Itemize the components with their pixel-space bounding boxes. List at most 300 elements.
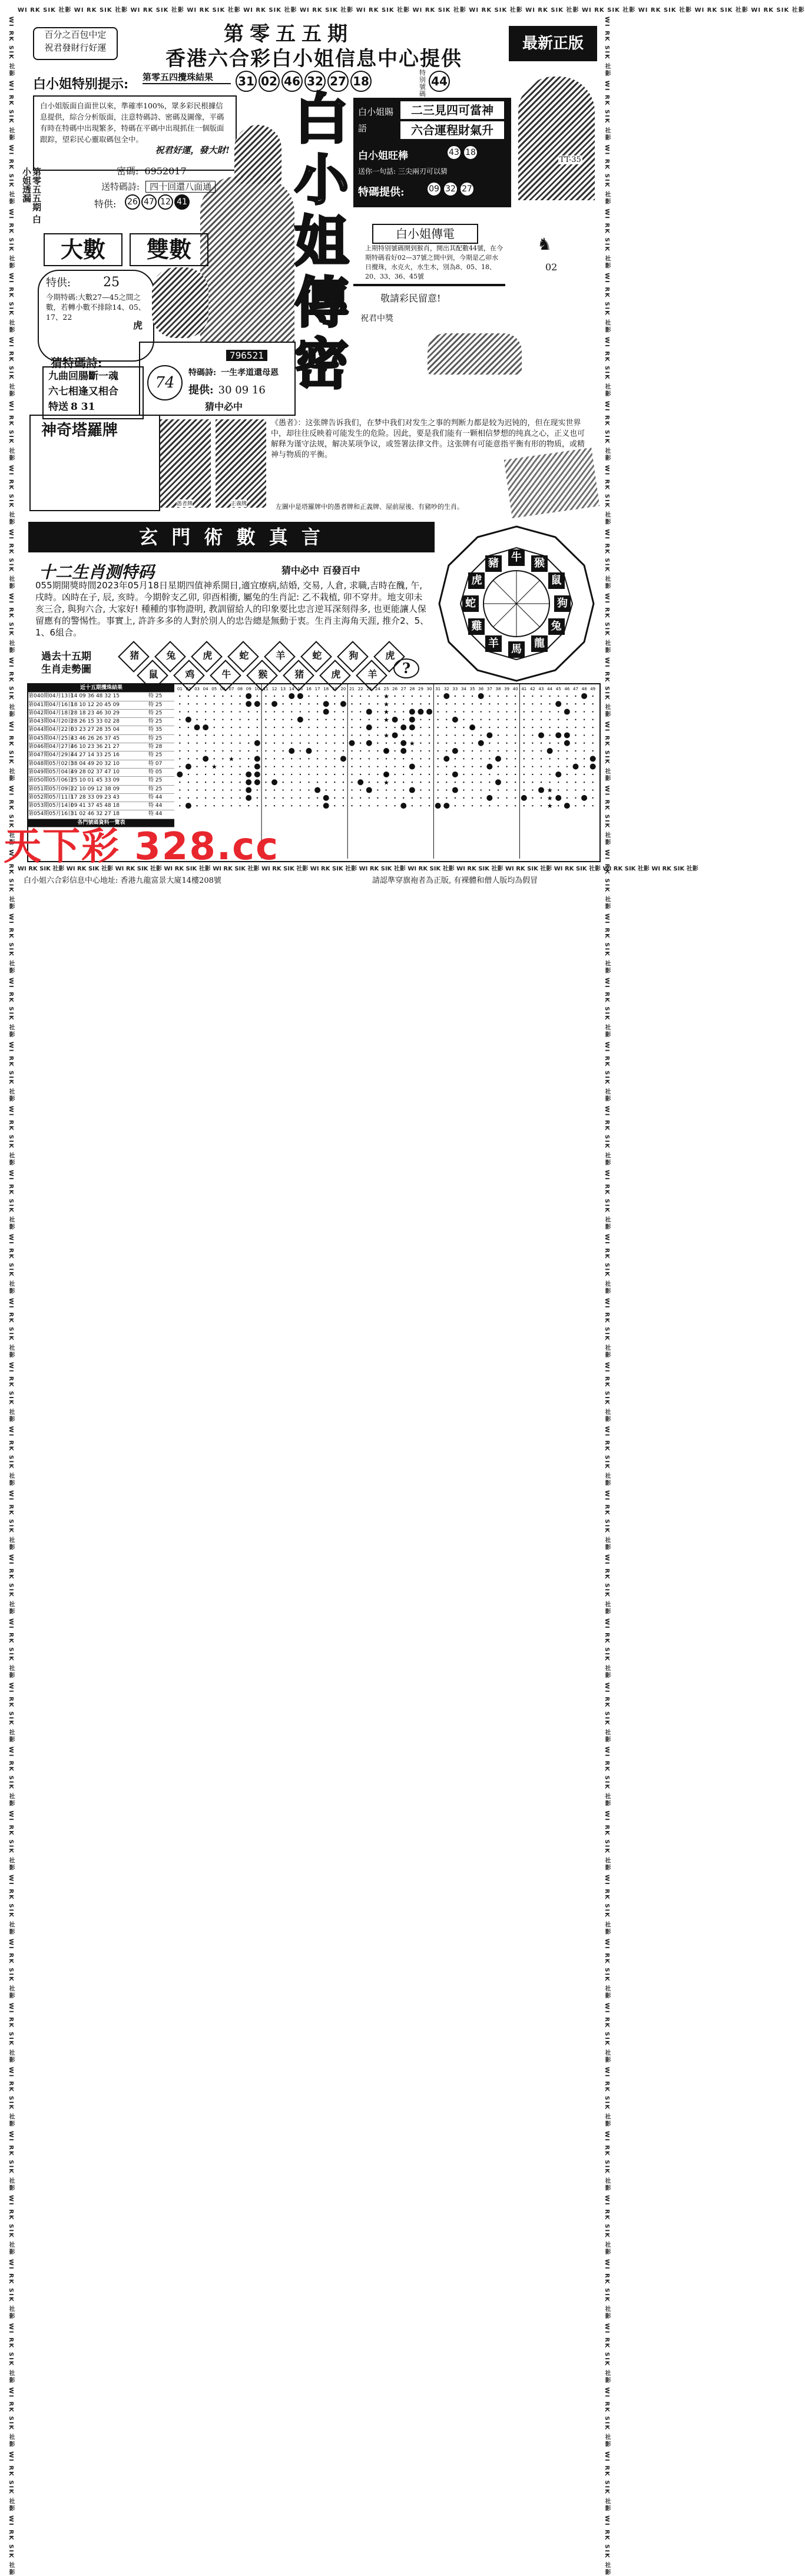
- grid-dot: [541, 766, 542, 767]
- column-number: 35: [469, 687, 475, 691]
- special-tip-label: 白小姐特别提示:: [33, 77, 129, 92]
- grid-dot: [265, 719, 266, 720]
- grid-dot: [257, 719, 258, 720]
- drawn-number-dot: [271, 779, 277, 785]
- wheel-zodiac: 羊: [485, 635, 502, 652]
- grid-dot: [394, 711, 395, 712]
- grid-dot: [351, 750, 352, 751]
- grid-dot: [524, 782, 525, 783]
- grid-dot: [472, 797, 473, 799]
- center-provide-value: 30 09 16: [218, 384, 266, 396]
- grid-dot: [248, 766, 249, 767]
- grid-dot: [463, 734, 464, 736]
- right-panel: [353, 98, 511, 207]
- drawn-number-dot: [400, 740, 406, 746]
- drawn-number-dot: [323, 795, 329, 801]
- grid-dot: [300, 703, 301, 704]
- history-nums: 28 18 23 46 30 29: [71, 710, 120, 716]
- fool-card-figure: [160, 419, 211, 508]
- history-nums: 44 27 14 33 25 16: [71, 752, 120, 759]
- grid-dot: [343, 789, 344, 790]
- grid-dot: [248, 743, 249, 744]
- tarot-text: 《愚者》：这张牌告诉我们，在梦中我们对发生之事的判断力都是较为迟钝的，但在现实世界中，却往往反映着可能发生的危险。因此，要是我们能有一颗相信梦想的纯真之心，正义也可解释为谨守法规，解决某项争议，或签署法律文件。这张牌有可能意指平衡有形的物质，或精神与物质的平衡。: [271, 419, 585, 459]
- grid-dot: [541, 743, 542, 744]
- grid-dot: [351, 782, 352, 783]
- grid-dot: [386, 727, 387, 728]
- grid-dot: [386, 758, 387, 759]
- fool-card-label: 愚者牌: [177, 499, 193, 507]
- poem-line-2: 六七相逢又相合: [48, 386, 118, 398]
- grid-dot: [265, 711, 266, 712]
- grid-dot: [489, 703, 490, 704]
- grid-dot: [394, 797, 395, 799]
- drawn-number-dot: [254, 740, 260, 746]
- column-number: 14: [289, 687, 294, 691]
- grid-dot: [515, 758, 516, 759]
- grid-dot: [360, 766, 361, 767]
- grid-dot: [282, 774, 283, 775]
- corner-badge: 最新正版: [509, 26, 597, 61]
- grid-dot: [498, 727, 499, 728]
- drawn-number-dot: [452, 748, 458, 754]
- grid-dot: [506, 782, 507, 783]
- grid-dot: [532, 727, 533, 728]
- grid-dot: [437, 750, 438, 751]
- drawn-number-dot: [452, 787, 458, 793]
- mystery-tag: 猜中必中 百發百中: [281, 565, 360, 576]
- grid-dot: [239, 696, 240, 697]
- grid-dot: [524, 758, 525, 759]
- grid-dot: [455, 734, 456, 736]
- history-sp: 特 28: [148, 744, 163, 750]
- grid-dot: [584, 782, 585, 783]
- zodiac-label: 猪: [294, 668, 304, 680]
- grid-dot: [326, 727, 327, 728]
- grid-dot: [455, 711, 456, 712]
- grid-dot: [558, 743, 559, 744]
- table-row: [28, 751, 174, 760]
- grid-dot: [532, 805, 533, 806]
- grid-dot: [334, 758, 335, 759]
- history-nums: 49 28 02 37 47 10: [71, 769, 120, 775]
- grid-dot: [179, 805, 180, 806]
- grid-dot: [326, 696, 327, 697]
- grid-dot: [463, 743, 464, 744]
- left-border: WI RK SIK 社影 WI RK SIK 社影 WI RK SIK 社影 WI RK SIK 社影 WI RK SIK 社影 WI RK SIK 社影 WI RK SIK 社影 WI RK SIK 社影 WI RK SIK 社影 WI RK SIK 社影 WI RK SIK 社影 WI RK SIK 社影 WI RK SIK 社影 WI RK SIK 社影 WI RK SIK 社影 WI RK SIK 社影 WI RK SIK 社影 WI RK SIK 社影 WI RK SIK 社影 WI RK SIK 社影 WI RK SIK 社影 WI RK SIK 社影 WI RK SIK 社影 WI RK SIK 社影 WI RK SIK 社影 WI RK SIK 社影 WI RK SIK 社影 WI RK SIK 社影 WI RK SIK 社影 WI RK SIK 社影 WI RK SIK 社影 WI RK SIK 社影 WI RK SIK 社影 WI RK SIK 社影 WI RK SIK 社影 WI RK SIK 社影 WI RK SIK 社影 WI RK SIK 社影 WI RK SIK 社影 WI RK SIK 社影: [8, 16, 14, 2576]
- grid-dot: [274, 805, 275, 806]
- grid-dot: [524, 696, 525, 697]
- drawn-number-dot: [443, 756, 449, 761]
- model-tag: TT-35: [559, 155, 581, 164]
- drawn-number-dot: [409, 724, 415, 730]
- grid-dot: [248, 805, 249, 806]
- grid-dot: [584, 734, 585, 736]
- grid-dot: [317, 727, 318, 728]
- grid-dot: [308, 782, 309, 783]
- wang-label: 白小姐旺棒: [358, 150, 408, 162]
- grid-dot: [446, 797, 447, 799]
- grid-dot: [575, 703, 576, 704]
- grid-dot: [274, 727, 275, 728]
- grid-dot: [222, 774, 223, 775]
- grid-dot: [351, 727, 352, 728]
- grid-dot: [377, 782, 378, 783]
- poem-box: [42, 366, 144, 419]
- grid-dot: [334, 750, 335, 751]
- zodiac-label: 鼠: [148, 668, 158, 680]
- grid-dot: [248, 727, 249, 728]
- intro-wish: 祝君好運，發大財!: [155, 145, 230, 155]
- grid-dot: [463, 758, 464, 759]
- grid-dot: [429, 719, 430, 720]
- tiger-label: 虎: [133, 320, 143, 331]
- drawn-number-dot: [581, 795, 587, 801]
- grid-dot: [257, 750, 258, 751]
- history-nums: 14 09 36 48 32 15: [71, 693, 120, 700]
- grid-dot: [446, 750, 447, 751]
- grid-dot: [282, 696, 283, 697]
- grid-dot: [429, 727, 430, 728]
- grid-dot: [351, 789, 352, 790]
- grid-dot: [498, 797, 499, 799]
- tiger-special-value: 25: [103, 275, 120, 290]
- number-ball: 18: [350, 71, 372, 92]
- grid-dot: [455, 805, 456, 806]
- drawn-number-dot: [254, 701, 260, 707]
- grid-dot: [567, 789, 568, 790]
- trend-title-2: 生肖走勢圖: [41, 664, 91, 676]
- grid-dot: [429, 703, 430, 704]
- grid-dot: [437, 758, 438, 759]
- grid-dot: [205, 719, 206, 720]
- column-number: 17: [314, 687, 320, 691]
- grid-dot: [369, 797, 370, 799]
- grid-dot: [567, 696, 568, 697]
- grid-dot: [188, 734, 189, 736]
- history-period: 第049期05月04日: [28, 769, 74, 775]
- grid-dot: [498, 774, 499, 775]
- drawn-number-dot: [289, 748, 294, 754]
- grid-dot: [308, 696, 309, 697]
- grid-dot: [205, 789, 206, 790]
- grid-dot: [369, 750, 370, 751]
- history-nums: 03 23 27 28 35 04: [71, 727, 120, 733]
- grid-dot: [343, 797, 344, 799]
- history-nums: 09 41 37 45 48 18: [71, 803, 120, 809]
- grid-dot: [446, 711, 447, 712]
- center-poem: 一生孝道還母恩: [221, 368, 279, 378]
- grid-dot: [248, 758, 249, 759]
- grid-dot: [222, 696, 223, 697]
- grid-dot: [377, 750, 378, 751]
- grid-dot: [575, 797, 576, 799]
- grid-dot: [506, 719, 507, 720]
- wheel-zodiac: 馬: [508, 641, 525, 658]
- grid-dot: [532, 711, 533, 712]
- grid-dot: [541, 750, 542, 751]
- grid-dot: [592, 703, 593, 704]
- grid-dot: [455, 782, 456, 783]
- grid-dot: [472, 750, 473, 751]
- grid-dot: [317, 696, 318, 697]
- history-period: 第044期04月22日: [28, 727, 74, 733]
- grid-dot: [506, 727, 507, 728]
- grid-dot: [231, 703, 232, 704]
- table-row: [28, 718, 174, 726]
- grid-dot: [300, 727, 301, 728]
- grid-dot: [472, 774, 473, 775]
- column-number: 07: [228, 687, 234, 691]
- history-table: [28, 684, 174, 827]
- grid-dot: [455, 766, 456, 767]
- grid-dot: [575, 743, 576, 744]
- grid-dot: [463, 719, 464, 720]
- grid-dot: [437, 766, 438, 767]
- grid-dot: [188, 696, 189, 697]
- grid-dot: [463, 750, 464, 751]
- mystery-text: 055期開獎時間2023年05月18日星期四值神系開日,適宜療病,結婚, 交易, 人倉, 求職,吉時在醜, 午, 戌時。凶時在子, 辰, 亥時。今期幹支乙卯, 卯酉相衝, 屬兔的生肖記: 乙不栽植, 卯不穿井。地支卯未亥三合, 與狗六合, 大家好! 種種的事物證明, 教訓留給人的印象要比忠言逆耳深刻得多, 也更能讓人保留應有的警惕性。事實上, 許許多多的人對於別人的忠告總是無動于衷。生肖主海角天涯, 推介2、5、1、6組合。: [35, 580, 429, 638]
- grid-dot: [239, 797, 240, 799]
- grid-dot: [575, 719, 576, 720]
- grid-dot: [481, 797, 482, 799]
- grid-dot: [541, 727, 542, 728]
- drawn-number-dot: [555, 795, 561, 801]
- column-number: 18: [323, 687, 329, 691]
- grid-dot: [489, 711, 490, 712]
- grid-dot: [498, 805, 499, 806]
- special-number-star: ★: [546, 802, 553, 810]
- column-number: 04: [203, 687, 208, 691]
- grid-dot: [394, 789, 395, 790]
- grid-dot: [472, 782, 473, 783]
- grid-dot: [231, 727, 232, 728]
- drawn-number-dot: [366, 740, 372, 746]
- grid-dot: [549, 696, 550, 697]
- drawn-number-dot: [185, 803, 191, 809]
- grid-dot: [377, 805, 378, 806]
- history-period: 第053期05月14日: [28, 803, 74, 809]
- drawn-number-dot: [349, 740, 355, 746]
- grid-dot: [584, 703, 585, 704]
- grid-dot: [205, 743, 206, 744]
- grid-dot: [524, 789, 525, 790]
- grid-dot: [265, 782, 266, 783]
- grid-dot: [265, 774, 266, 775]
- grid-dot: [558, 711, 559, 712]
- special-number-star: ★: [383, 747, 389, 756]
- grid-dot: [282, 711, 283, 712]
- grid-dot: [300, 743, 301, 744]
- grid-dot: [231, 774, 232, 775]
- zodiac-wheel-graphic: [437, 524, 596, 683]
- column-number: 12: [271, 687, 277, 691]
- column-number: 16: [306, 687, 312, 691]
- grid-dot: [463, 797, 464, 799]
- column-number: 46: [564, 687, 570, 691]
- grid-dot: [265, 727, 266, 728]
- grid-dot: [360, 727, 361, 728]
- grid-dot: [291, 758, 292, 759]
- grid-dot: [455, 797, 456, 799]
- grid-dot: [282, 758, 283, 759]
- grid-dot: [239, 782, 240, 783]
- grid-dot: [214, 797, 215, 799]
- tiger-special-label: 特供:: [46, 277, 71, 289]
- grid-dot: [558, 727, 559, 728]
- grid-dot: [592, 805, 593, 806]
- grid-dot: [291, 727, 292, 728]
- drawn-number-dot: [555, 732, 561, 738]
- grid-dot: [351, 719, 352, 720]
- drawn-number-dot: [478, 740, 484, 746]
- history-footer-header: 各門號碼資料一覽表: [28, 819, 174, 827]
- grid-dot: [282, 703, 283, 704]
- grid-dot: [282, 743, 283, 744]
- grid-dot: [515, 782, 516, 783]
- tarot-caption: 左圖中是塔羅牌中的愚者牌和正義牌、屋前屋後、有豬吵的生肖。: [276, 503, 463, 511]
- drawn-number-dot: [323, 803, 329, 809]
- grid-dot: [515, 727, 516, 728]
- history-period: 第043期04月20日: [28, 719, 74, 725]
- grid-dot: [334, 797, 335, 799]
- grid-dot: [231, 789, 232, 790]
- grid-dot: [394, 766, 395, 767]
- grid-dot: [420, 703, 421, 704]
- drawn-number-dot: [246, 701, 251, 707]
- zodiac-label: 狗: [349, 650, 359, 661]
- grid-dot: [506, 711, 507, 712]
- grid-dot: [541, 797, 542, 799]
- grid-dot: [446, 734, 447, 736]
- grid-dot: [558, 719, 559, 720]
- grid-dot: [592, 696, 593, 697]
- zodiac-label: 鸡: [185, 668, 195, 680]
- grid-dot: [196, 750, 197, 751]
- grid-dot: [532, 743, 533, 744]
- table-row: [28, 802, 174, 810]
- password-label: 密碼:: [117, 165, 139, 177]
- drawn-number-dot: [340, 701, 346, 707]
- grid-dot: [265, 789, 266, 790]
- history-period: 第042期04月18日: [28, 710, 74, 716]
- wheel-zodiac: 龍: [531, 635, 548, 652]
- grid-dot: [446, 782, 447, 783]
- grid-dot: [282, 719, 283, 720]
- grid-dot: [291, 734, 292, 736]
- grid-dot: [541, 696, 542, 697]
- grid-dot: [412, 703, 413, 704]
- number-ball: 31: [236, 71, 257, 92]
- drawn-number-dot: [435, 803, 441, 809]
- grid-dot: [403, 711, 404, 712]
- grid-dot: [412, 782, 413, 783]
- grid-dot: [214, 703, 215, 704]
- intro-box: [33, 95, 237, 171]
- grid-dot: [524, 805, 525, 806]
- grid-dot: [351, 696, 352, 697]
- special-number-star: ★: [409, 739, 415, 747]
- grid-dot: [334, 789, 335, 790]
- grid-dot: [524, 727, 525, 728]
- grid-dot: [188, 750, 189, 751]
- grid-dot: [575, 774, 576, 775]
- zodiac-label: 虎: [331, 668, 341, 680]
- drawn-number-dot: [194, 724, 200, 730]
- grid-dot: [334, 703, 335, 704]
- grid-dot: [196, 797, 197, 799]
- grid-dot: [265, 743, 266, 744]
- drawn-number-dot: [555, 772, 561, 777]
- history-sp: 特 25: [148, 777, 163, 784]
- drawn-number-dot: [246, 795, 251, 801]
- grid-dot: [532, 703, 533, 704]
- grid-dot: [317, 711, 318, 712]
- history-nums: 38 04 49 20 32 10: [71, 760, 120, 767]
- wheel-zodiac: 牛: [508, 549, 525, 566]
- grid-dot: [472, 789, 473, 790]
- zodiac-label: 羊: [276, 650, 286, 661]
- grid-dot: [205, 782, 206, 783]
- grid-dot: [196, 766, 197, 767]
- history-nums: 18 10 12 20 45 09: [71, 701, 120, 708]
- grid-dot: [317, 750, 318, 751]
- drawn-number-dot: [306, 748, 312, 754]
- drawn-number-dot: [538, 787, 544, 793]
- warrior-figure: [428, 333, 522, 375]
- drawn-number-dot: [254, 756, 260, 761]
- grid-dot: [420, 727, 421, 728]
- history-sp: 特 25: [148, 719, 163, 725]
- grid-dot: [446, 774, 447, 775]
- grid-dot: [257, 805, 258, 806]
- table-row: [28, 794, 174, 802]
- grid-dot: [515, 734, 516, 736]
- drawn-number-dot: [409, 764, 415, 770]
- grid-dot: [265, 805, 266, 806]
- grid-dot: [377, 696, 378, 697]
- grid-dot: [549, 727, 550, 728]
- grid-dot: [429, 743, 430, 744]
- grid-dot: [584, 743, 585, 744]
- history-sp: 特 07: [148, 760, 163, 767]
- grid-dot: [386, 797, 387, 799]
- grid-dot: [515, 719, 516, 720]
- grid-dot: [205, 711, 206, 712]
- grid-dot: [282, 797, 283, 799]
- grid-dot: [455, 758, 456, 759]
- grid-dot: [412, 734, 413, 736]
- grid-dot: [274, 750, 275, 751]
- number-ball: 32: [443, 181, 458, 197]
- grid-dot: [351, 805, 352, 806]
- history-nums: 31 02 46 32 27 18: [71, 811, 120, 817]
- grid-dot: [455, 696, 456, 697]
- number-ball: 27: [327, 71, 349, 92]
- drawn-number-dot: [289, 693, 294, 699]
- period-title: 第零五五期: [224, 22, 353, 46]
- drawn-number-dot: [564, 740, 570, 746]
- grid-dot: [239, 711, 240, 712]
- grid-dot: [334, 782, 335, 783]
- special-number-star: ★: [211, 763, 217, 771]
- grid-dot: [524, 766, 525, 767]
- grid-dot: [532, 774, 533, 775]
- grid-dot: [317, 758, 318, 759]
- grid-dot: [205, 805, 206, 806]
- grid-dot: [291, 711, 292, 712]
- poem-box-title: 猜特碼詩:: [51, 356, 102, 370]
- grid-dot: [188, 789, 189, 790]
